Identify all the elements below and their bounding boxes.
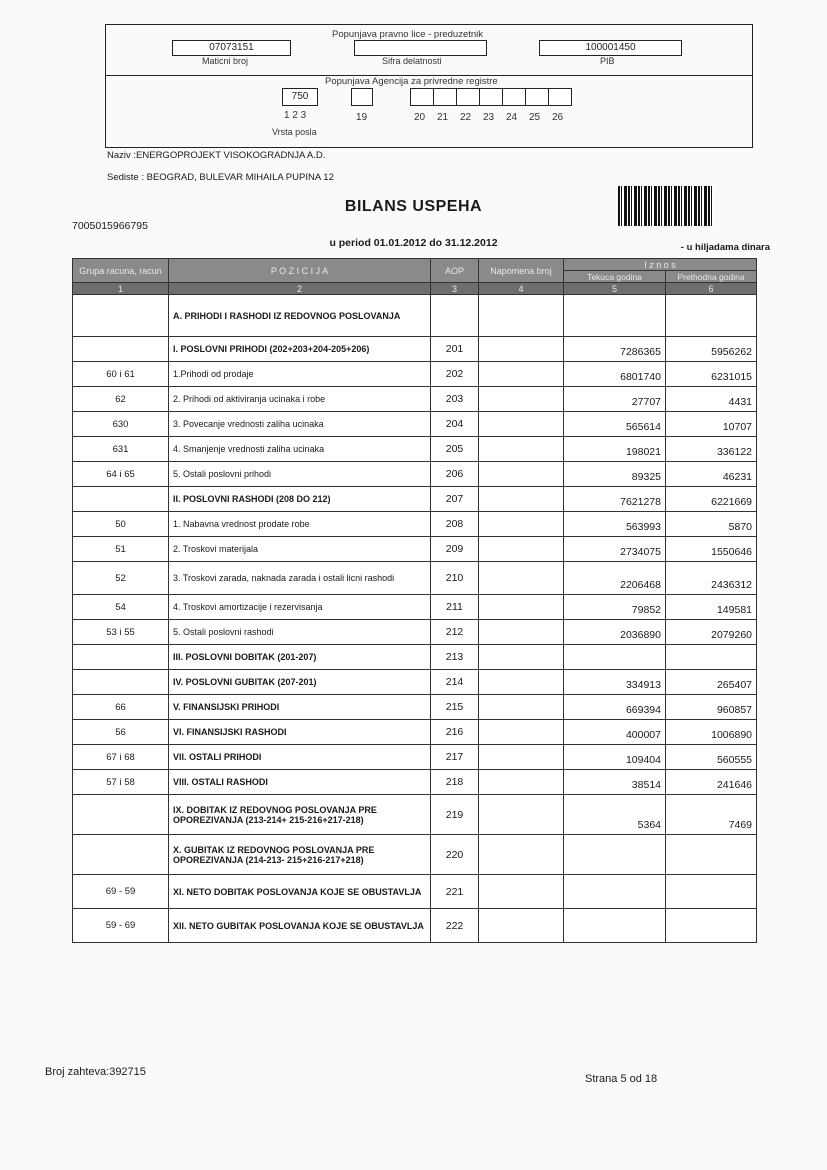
row-prethodna-cell: 6221669 [666, 487, 757, 512]
vrsta-posla-field: 750 [282, 88, 318, 106]
row-pozicija-cell: VII. OSTALI PRIHODI [169, 745, 431, 770]
row-grupa-cell: 54 [73, 595, 169, 620]
row-tekuca-cell [564, 875, 666, 909]
row-tekuca-cell: 669394 [564, 695, 666, 720]
row-prethodna-cell: 7469 [666, 795, 757, 835]
row-tekuca-cell: 7621278 [564, 487, 666, 512]
row-prethodna-cell: 560555 [666, 745, 757, 770]
box-20-26 [410, 88, 572, 106]
row-napomena-cell [479, 645, 564, 670]
row-prethodna-cell [666, 295, 757, 337]
row-pozicija-cell: VIII. OSTALI RASHODI [169, 770, 431, 795]
row1-caption: Popunjava pravno lice - preduzetnik [332, 29, 484, 40]
row-grupa-cell [73, 795, 169, 835]
row-prethodna-cell: 1550646 [666, 537, 757, 562]
row-pozicija-cell: V. FINANSIJSKI PRIHODI [169, 695, 431, 720]
row-aop-cell: 206 [431, 462, 479, 487]
row-napomena-cell [479, 412, 564, 437]
row-grupa-cell: 59 - 69 [73, 909, 169, 943]
document-title: BILANS USPEHA [344, 198, 483, 215]
tick-25: 25 [529, 112, 541, 123]
col-number-3: 3 [431, 283, 479, 295]
table-row [73, 412, 757, 437]
row-grupa-cell [73, 645, 169, 670]
page-number: Strana 5 od 18 [585, 1073, 658, 1085]
col-number-1: 1 [73, 283, 169, 295]
row-pozicija-cell: IV. POSLOVNI GUBITAK (207-201) [169, 670, 431, 695]
row-napomena-cell [479, 562, 564, 595]
row-aop-cell: 221 [431, 875, 479, 909]
row-pozicija-cell: 1. Nabavna vrednost prodate robe [169, 512, 431, 537]
row-grupa-cell: 66 [73, 695, 169, 720]
table-row [73, 562, 757, 595]
row-pozicija-cell: 5. Ostali poslovni rashodi [169, 620, 431, 645]
row-grupa-cell: 57 i 58 [73, 770, 169, 795]
tick-23: 23 [483, 112, 495, 123]
table-row [73, 295, 757, 337]
col-header-iznos: I z n o s [564, 259, 757, 271]
row-napomena-cell [479, 512, 564, 537]
table-row [73, 437, 757, 462]
maticni-broj-label: Maticni broj [202, 56, 249, 66]
row-prethodna-cell: 10707 [666, 412, 757, 437]
row-aop-cell: 212 [431, 620, 479, 645]
row-prethodna-cell: 960857 [666, 695, 757, 720]
row-prethodna-cell: 4431 [666, 387, 757, 412]
row-pozicija-cell: 1.Prihodi od prodaje [169, 362, 431, 387]
row-grupa-cell: 67 i 68 [73, 745, 169, 770]
col-header-tekuca: Tekuca godina [564, 271, 666, 283]
row-napomena-cell [479, 620, 564, 645]
row-grupa-cell [73, 835, 169, 875]
row-aop-cell: 211 [431, 595, 479, 620]
company-naziv: Naziv :ENERGOPROJEKT VISOKOGRADNJA A.D. [107, 150, 326, 161]
row-prethodna-cell: 46231 [666, 462, 757, 487]
row-napomena-cell [479, 670, 564, 695]
row-aop-cell: 219 [431, 795, 479, 835]
row-napomena-cell [479, 337, 564, 362]
row-napomena-cell [479, 745, 564, 770]
row-tekuca-cell: 334913 [564, 670, 666, 695]
row-napomena-cell [479, 835, 564, 875]
row-grupa-cell [73, 337, 169, 362]
table-row [73, 645, 757, 670]
row-grupa-cell: 52 [73, 562, 169, 595]
row-pozicija-cell: I. POSLOVNI PRIHODI (202+203+204-205+206) [169, 337, 431, 362]
row-aop-cell: 218 [431, 770, 479, 795]
row-grupa-cell: 50 [73, 512, 169, 537]
row-aop-cell: 222 [431, 909, 479, 943]
row-aop-cell: 210 [431, 562, 479, 595]
row-tekuca-cell: 7286365 [564, 337, 666, 362]
row-napomena-cell [479, 387, 564, 412]
table-row [73, 362, 757, 387]
row-aop-cell: 217 [431, 745, 479, 770]
row-pozicija-cell: 4. Troskovi amortizacije i rezervisanja [169, 595, 431, 620]
row-tekuca-cell: 565614 [564, 412, 666, 437]
row-prethodna-cell: 149581 [666, 595, 757, 620]
row-grupa-cell: 69 - 59 [73, 875, 169, 909]
row-prethodna-cell: 241646 [666, 770, 757, 795]
tick-19: 19 [356, 112, 368, 123]
row2-caption: Popunjava Agencija za privredne registre [325, 76, 498, 87]
row-napomena-cell [479, 537, 564, 562]
row-grupa-cell: 51 [73, 537, 169, 562]
row-napomena-cell [479, 437, 564, 462]
row-aop-cell: 207 [431, 487, 479, 512]
row-tekuca-cell [564, 909, 666, 943]
row-grupa-cell: 631 [73, 437, 169, 462]
row-prethodna-cell: 2079260 [666, 620, 757, 645]
row-tekuca-cell [564, 645, 666, 670]
row-pozicija-cell: III. POSLOVNI DOBITAK (201-207) [169, 645, 431, 670]
document-period: u period 01.01.2012 do 31.12.2012 [329, 237, 498, 249]
row-pozicija-cell: 5. Ostali poslovni prihodi [169, 462, 431, 487]
row-grupa-cell [73, 670, 169, 695]
sifra-delatnosti-label: Sifra delatnosti [382, 56, 442, 66]
row-napomena-cell [479, 462, 564, 487]
col-number-5: 5 [564, 283, 666, 295]
row-pozicija-cell: VI. FINANSIJSKI RASHODI [169, 720, 431, 745]
row-tekuca-cell: 38514 [564, 770, 666, 795]
row-aop-cell: 208 [431, 512, 479, 537]
row-napomena-cell [479, 695, 564, 720]
table-row [73, 720, 757, 745]
row-pozicija-cell: XII. NETO GUBITAK POSLOVANJA KOJE SE OBUSTAVLJA [169, 909, 431, 943]
row-prethodna-cell [666, 909, 757, 943]
row-tekuca-cell: 2734075 [564, 537, 666, 562]
col-header-napomena: Napomena broj [479, 259, 564, 283]
row-napomena-cell [479, 720, 564, 745]
table-row [73, 462, 757, 487]
row-aop-cell: 204 [431, 412, 479, 437]
table-row [73, 487, 757, 512]
row-aop-cell: 220 [431, 835, 479, 875]
tick-26: 26 [552, 112, 564, 123]
row-tekuca-cell: 109404 [564, 745, 666, 770]
row-pozicija-cell: II. POSLOVNI RASHODI (208 DO 212) [169, 487, 431, 512]
row-aop-cell: 214 [431, 670, 479, 695]
table-row [73, 670, 757, 695]
row-pozicija-cell: 2. Troskovi materijala [169, 537, 431, 562]
table-row [73, 595, 757, 620]
row-aop-cell: 201 [431, 337, 479, 362]
row-grupa-cell: 53 i 55 [73, 620, 169, 645]
row-grupa-cell [73, 487, 169, 512]
table-row [73, 695, 757, 720]
row-pozicija-cell: A. PRIHODI I RASHODI IZ REDOVNOG POSLOVANJA [169, 295, 431, 337]
currency-unit: - u hiljadama dinara [680, 242, 770, 253]
box-19 [351, 88, 373, 106]
row-tekuca-cell: 400007 [564, 720, 666, 745]
col-header-aop: AOP [431, 259, 479, 283]
row-aop-cell: 209 [431, 537, 479, 562]
table-row [73, 795, 757, 835]
request-number: Broj zahteva:392715 [45, 1066, 146, 1078]
col-number-6: 6 [666, 283, 757, 295]
income-statement-table [72, 258, 757, 943]
col-header-prethodna: Prethodna godina [666, 271, 757, 283]
table-row [73, 835, 757, 875]
table-row [73, 745, 757, 770]
table-row [73, 387, 757, 412]
table-row [73, 512, 757, 537]
sifra-delatnosti-field [354, 40, 487, 56]
row-napomena-cell [479, 362, 564, 387]
row-aop-cell: 205 [431, 437, 479, 462]
row-pozicija-cell: 2. Prihodi od aktiviranja ucinaka i robe [169, 387, 431, 412]
table-row [73, 620, 757, 645]
row-tekuca-cell: 198021 [564, 437, 666, 462]
row-grupa-cell: 56 [73, 720, 169, 745]
row-tekuca-cell: 79852 [564, 595, 666, 620]
row-tekuca-cell: 6801740 [564, 362, 666, 387]
table-row [73, 537, 757, 562]
col-header-pozicija: P O Z I C I J A [169, 259, 431, 283]
row-prethodna-cell: 2436312 [666, 562, 757, 595]
tick-24: 24 [506, 112, 518, 123]
table-row [73, 909, 757, 943]
table-row [73, 875, 757, 909]
row-prethodna-cell: 1006890 [666, 720, 757, 745]
row-tekuca-cell [564, 295, 666, 337]
maticni-broj-field: 07073151 [172, 40, 291, 56]
row-tekuca-cell: 2036890 [564, 620, 666, 645]
row-prethodna-cell [666, 875, 757, 909]
row-pozicija-cell: X. GUBITAK IZ REDOVNOG POSLOVANJA PRE OPOREZIVANJA (214-213- 215+216-217+218) [169, 835, 431, 875]
row-aop-cell: 216 [431, 720, 479, 745]
row-grupa-cell [73, 295, 169, 337]
row-aop-cell: 213 [431, 645, 479, 670]
table-row [73, 337, 757, 362]
col-number-2: 2 [169, 283, 431, 295]
row-pozicija-cell: IX. DOBITAK IZ REDOVNOG POSLOVANJA PRE OPOREZIVANJA (213-214+ 215-216+217-218) [169, 795, 431, 835]
row-napomena-cell [479, 295, 564, 337]
row-tekuca-cell: 89325 [564, 462, 666, 487]
row-grupa-cell: 62 [73, 387, 169, 412]
row-pozicija-cell: XI. NETO DOBITAK POSLOVANJA KOJE SE OBUSTAVLJA [169, 875, 431, 909]
row-napomena-cell [479, 875, 564, 909]
row-pozicija-cell: 4. Smanjenje vrednosti zaliha ucinaka [169, 437, 431, 462]
vrsta-posla-label: Vrsta posla [272, 127, 317, 137]
row-prethodna-cell: 6231015 [666, 362, 757, 387]
company-id-number: 7005015966795 [72, 220, 148, 232]
row-napomena-cell [479, 770, 564, 795]
row-tekuca-cell: 27707 [564, 387, 666, 412]
row-aop-cell: 202 [431, 362, 479, 387]
col-header-grupa: Grupa racuna, racun [73, 259, 169, 283]
row-prethodna-cell [666, 835, 757, 875]
row-tekuca-cell: 2206468 [564, 562, 666, 595]
tick-22: 22 [460, 112, 472, 123]
row-grupa-cell: 630 [73, 412, 169, 437]
row-aop-cell: 215 [431, 695, 479, 720]
vrsta-digits: 1 2 3 [284, 110, 307, 121]
row-napomena-cell [479, 595, 564, 620]
row-aop-cell [431, 295, 479, 337]
row-napomena-cell [479, 487, 564, 512]
row-prethodna-cell [666, 645, 757, 670]
row-napomena-cell [479, 795, 564, 835]
row-tekuca-cell: 5364 [564, 795, 666, 835]
row-prethodna-cell: 5870 [666, 512, 757, 537]
row-grupa-cell: 60 i 61 [73, 362, 169, 387]
row-grupa-cell: 64 i 65 [73, 462, 169, 487]
pib-field: 100001450 [539, 40, 682, 56]
row-aop-cell: 203 [431, 387, 479, 412]
company-sediste: Sediste : BEOGRAD, BULEVAR MIHAILA PUPINA 12 [107, 172, 334, 183]
tick-20: 20 [414, 112, 426, 123]
table-row [73, 770, 757, 795]
row-prethodna-cell: 5956262 [666, 337, 757, 362]
row-napomena-cell [479, 909, 564, 943]
row-prethodna-cell: 265407 [666, 670, 757, 695]
col-number-4: 4 [479, 283, 564, 295]
row-tekuca-cell: 563993 [564, 512, 666, 537]
row-pozicija-cell: 3. Povecanje vrednosti zaliha ucinaka [169, 412, 431, 437]
pib-label: PIB [600, 56, 615, 66]
row-prethodna-cell: 336122 [666, 437, 757, 462]
row-tekuca-cell [564, 835, 666, 875]
row-pozicija-cell: 3. Troskovi zarada, naknada zarada i ostali licni rashodi [169, 562, 431, 595]
tick-21: 21 [437, 112, 449, 123]
